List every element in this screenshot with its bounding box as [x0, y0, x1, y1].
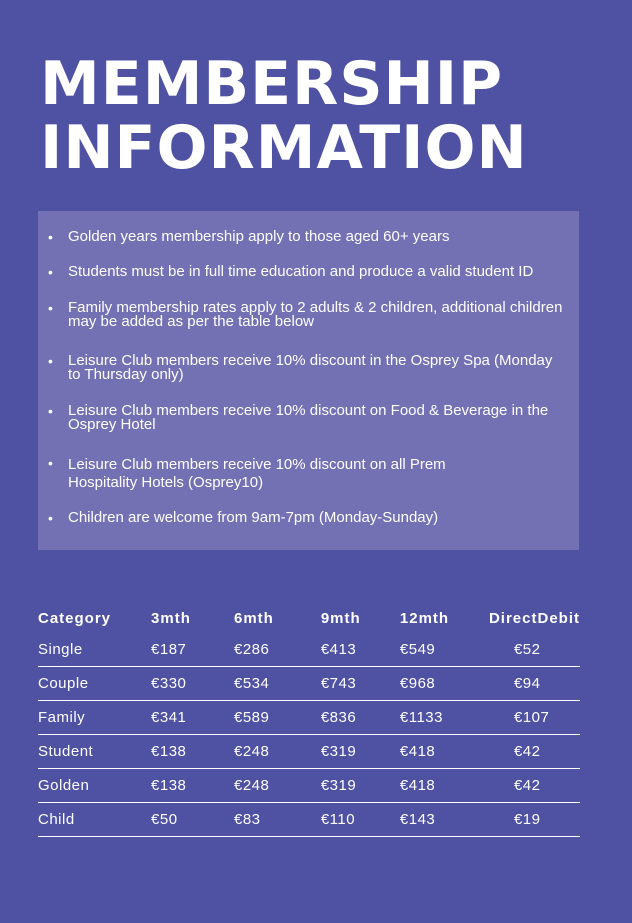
price-cell-9mth: €413	[321, 633, 400, 667]
price-cell-3mth: €50	[151, 803, 234, 837]
column-header-12mth: 12mth	[399, 609, 450, 627]
price-cell-3mth: €138	[151, 769, 234, 803]
bullet-icon: •	[48, 455, 53, 471]
page-title-line-2: INFORMATION	[40, 113, 528, 183]
info-bullet	[48, 511, 568, 525]
price-cell-9mth: €110	[321, 803, 400, 837]
price-cell-6mth: €286	[234, 633, 321, 667]
info-bullet	[48, 230, 568, 244]
price-cell-12mth: €143	[400, 803, 489, 837]
price-cell-9mth: €319	[321, 769, 400, 803]
price-cell-directdebit: €107	[489, 701, 580, 735]
category-cell: Student	[38, 735, 151, 769]
membership-rates-table	[38, 603, 580, 837]
price-cell-9mth: €743	[321, 667, 400, 701]
price-cell-directdebit: €52	[489, 633, 580, 667]
bullet-icon: •	[48, 300, 53, 316]
info-box	[38, 211, 579, 550]
price-cell-3mth: €138	[151, 735, 234, 769]
table-row	[38, 769, 580, 803]
price-cell-12mth: €549	[400, 633, 489, 667]
price-cell-3mth: €187	[151, 633, 234, 667]
page-title-line-1: MEMBERSHIP	[40, 49, 504, 119]
page-title	[40, 49, 620, 183]
price-cell-directdebit: €94	[489, 667, 580, 701]
info-bullet-text: Golden years membership apply to those aged 60+ years	[68, 228, 450, 245]
table-row	[38, 633, 580, 667]
info-bullet-text: Family membership rates apply to 2 adults & 2 children, additional children may be added as per the table below	[68, 299, 563, 330]
column-header-directdebit: DirectDebit	[488, 609, 580, 627]
table-row	[38, 701, 580, 735]
info-bullet-text: Leisure Club members receive 10% discount on Food & Beverage in the Osprey Hotel	[68, 402, 549, 433]
price-cell-12mth: €418	[400, 769, 489, 803]
info-bullet	[48, 456, 468, 492]
bullet-icon: •	[48, 403, 53, 419]
price-cell-12mth: €418	[400, 735, 489, 769]
bullet-icon: •	[48, 510, 53, 526]
column-header-category: Category	[38, 609, 112, 627]
info-bullet	[48, 301, 568, 329]
price-cell-6mth: €248	[234, 769, 321, 803]
price-cell-12mth: €1133	[400, 701, 489, 735]
info-bullet	[48, 404, 568, 432]
table-row	[38, 735, 580, 769]
info-bullet-text: Leisure Club members receive 10% discount on all Prem Hospitality Hotels (Osprey10)	[68, 456, 446, 491]
category-cell: Family	[38, 701, 151, 735]
column-header-3mth: 3mth	[151, 609, 191, 627]
price-cell-directdebit: €42	[489, 769, 580, 803]
info-bullet	[48, 265, 568, 279]
category-cell: Golden	[38, 769, 151, 803]
price-cell-6mth: €83	[234, 803, 321, 837]
price-cell-9mth: €836	[321, 701, 400, 735]
price-cell-9mth: €319	[321, 735, 400, 769]
bullet-icon: •	[48, 229, 53, 245]
price-cell-3mth: €341	[151, 701, 234, 735]
bullet-icon: •	[48, 353, 53, 369]
bullet-icon: •	[48, 264, 53, 280]
info-bullet	[48, 354, 568, 382]
category-cell: Couple	[38, 667, 151, 701]
price-cell-directdebit: €42	[489, 735, 580, 769]
category-cell: Child	[38, 803, 151, 837]
table-row	[38, 667, 580, 701]
info-bullet-text: Children are welcome from 9am-7pm (Monday-Sunday)	[68, 509, 439, 526]
price-cell-directdebit: €19	[489, 803, 580, 837]
table-row	[38, 803, 580, 837]
price-cell-12mth: €968	[400, 667, 489, 701]
column-header-6mth: 6mth	[233, 609, 274, 627]
column-header-9mth: 9mth	[320, 609, 361, 627]
price-cell-3mth: €330	[151, 667, 234, 701]
category-cell: Single	[38, 633, 151, 667]
price-cell-6mth: €589	[234, 701, 321, 735]
price-cell-6mth: €534	[234, 667, 321, 701]
price-cell-6mth: €248	[234, 735, 321, 769]
info-bullet-text: Leisure Club members receive 10% discount in the Osprey Spa (Monday to Thursday only)	[68, 352, 553, 383]
table-header-row	[38, 603, 580, 633]
info-bullet-text: Students must be in full time education and produce a valid student ID	[68, 263, 534, 280]
